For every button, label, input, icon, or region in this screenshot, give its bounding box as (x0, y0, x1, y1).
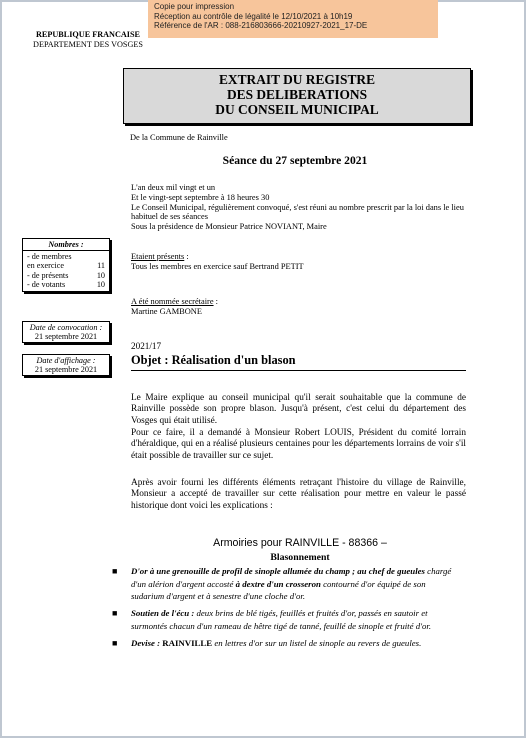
title-line: DES DELIBERATIONS (226, 87, 368, 102)
departement-label: DEPARTEMENT DES VOSGES (33, 39, 143, 49)
document-title (123, 68, 471, 124)
seance-heading: Séance du 27 septembre 2021 (222, 154, 368, 167)
title-line: DU CONSEIL MUNICIPAL (215, 102, 379, 117)
bullet-icon: ■ (112, 566, 118, 576)
stamp-line: Référence de l'AR : 088-216803666-20210927-2021_17-DE (154, 21, 368, 30)
commune-line: De la Commune de Rainville (130, 133, 228, 142)
list-item-text: D'or à une grenouille de profil de sinople allumée du champ ; au chef de gueules chargé d'un alérion d'argent accosté à dextre d'un crosseron contourné d'or équipé de son sudarium d'argent et à senestre d'une cloche d'or. (131, 566, 452, 602)
presents-text: Tous les membres en exercice sauf Bertrand PETIT (131, 261, 304, 271)
preamble-line: L'an deux mil vingt et un (131, 183, 216, 192)
list-item (112, 565, 457, 603)
list-item (112, 637, 457, 650)
title-line: EXTRAIT DU REGISTRE (218, 72, 376, 87)
affichage-label: Date d'affichage : (36, 356, 96, 365)
secretaire-section (131, 297, 461, 317)
list-item-text: Devise : RAINVILLE en lettres d'or sur un listel de sinople au revers de gueules. (131, 637, 422, 648)
nombres-label: Nombres : (23, 239, 109, 251)
list-item-text: Soutien de l'écu : deux brins de blé tigés, feuillés et fruités d'or, passés en sautoir et surmontés chacun d'un rameau de hêtre tigé de tanné, feuillé de sinople et fruité d'or. (131, 608, 432, 631)
blasonnement-heading: Blasonnement (270, 552, 330, 563)
nombres-rows (23, 251, 109, 291)
deliberation-objet: Objet : Réalisation d'un blason (131, 353, 296, 367)
paragraph: Pour ce faire, il a demandé à Monsieur Robert LOUIS, Président du comité lorrain d'héraldique, qui en a réalisé plusieurs centaines pour les départements lorrains de voir s'il était possible de travailler sur ce sujet. (131, 428, 466, 461)
preamble-line: Et le vingt-sept septembre à 18 heures 30 (131, 192, 270, 202)
affichage-box (22, 354, 110, 376)
convocation-date: 21 septembre 2021 (34, 332, 98, 342)
convocation-box (22, 321, 110, 343)
stamp-line: Réception au contrôle de légalité le 12/10/2021 à 10h19 (154, 11, 353, 21)
nombres-row: - de votants 10 (27, 279, 105, 289)
paragraph: Après avoir fourni les différents éléments retraçant l'histoire du village de Rainville, Monsieur a accepté de travailler sur cette réalisation pour mettre en valeur le passé historique dont voici les explications : (131, 478, 466, 511)
nombres-row: en exercice 11 (27, 261, 105, 271)
secretaire-name: Martine GAMBONE (131, 306, 202, 316)
deliberation-number: 2021/17 (131, 341, 162, 351)
armoiries-heading: Armoiries pour RAINVILLE - 88366 – (213, 537, 387, 549)
legality-stamp (148, 0, 438, 38)
preamble-line: Le Conseil Municipal, régulièrement convoqué, s'est réuni au nombre prescrit par la loi dans le lieu habituel de ses séances (131, 202, 464, 222)
blason-list (112, 565, 457, 653)
paragraph: Le Maire explique au conseil municipal qu'il serait souhaitable que la commune de Rainville possède son propre blason. Jusqu'à présent, c'est celui du département des Vosges qui était utilisé. (131, 393, 466, 426)
preamble-line: Sous la présidence de Monsieur Patrice NOVIANT, Maire (131, 222, 327, 232)
stamp-line: Copie pour impression (154, 2, 235, 11)
list-item (112, 607, 457, 632)
issuer-header (26, 30, 150, 49)
secretaire-heading: A été nommée secrétaire : (131, 297, 218, 306)
convocation-label: Date de convocation : (29, 323, 103, 332)
preamble (131, 183, 466, 232)
affichage-date: 21 septembre 2021 (34, 365, 98, 375)
presents-section (131, 252, 461, 272)
nombres-row: - de membres (27, 252, 72, 262)
divider (131, 370, 466, 371)
republique-label: REPUBLIQUE FRANCAISE (36, 30, 140, 39)
presents-heading: Etaient présents : (131, 252, 189, 261)
bullet-icon: ■ (112, 608, 118, 619)
nombres-box (22, 238, 110, 292)
bullet-icon: ■ (112, 637, 118, 648)
nombres-row: - de présents 10 (27, 270, 105, 280)
